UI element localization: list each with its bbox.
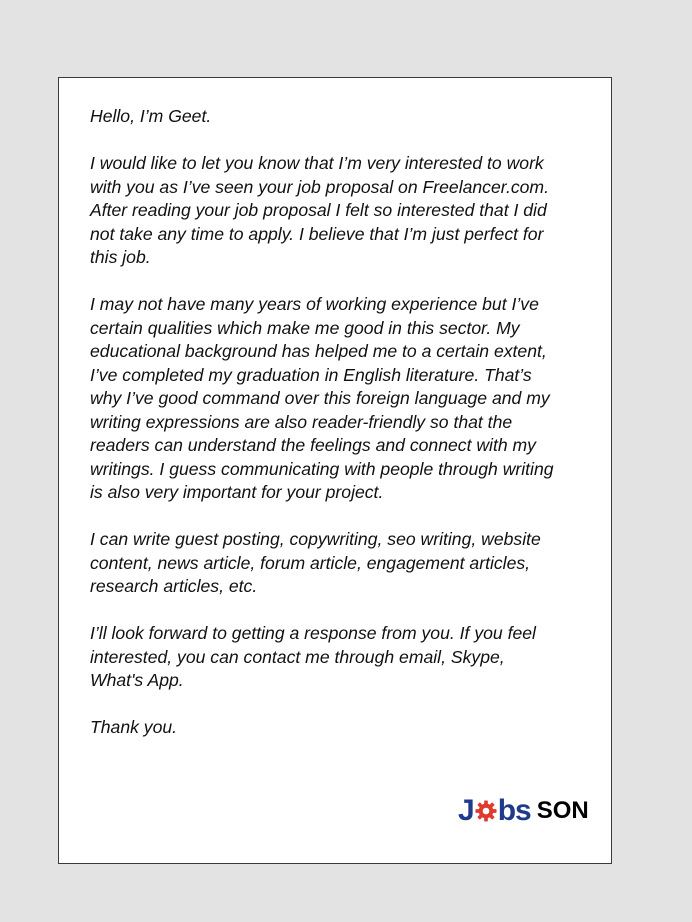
logo-letters-bs: bs [497,794,531,827]
letter-paragraph-interest: I would like to let you know that I’m very interested to work with you as I’ve seen your job proposal on Freelancer.com. After reading your job proposal I felt so interested that I did not take any time to apply. I believe that I’m just perfect for this job. [90,153,549,267]
letter-paragraph-experience: I may not have many years of working experience but I’ve certain qualities which make me good in this sector. My educational background has helped me to a certain extent, I’ve completed my graduation in English literature. That’s why I’ve good command over this foreign language and my writing expressions are also reader-friendly so that the readers can understand the feelings and connect with my writings. I guess communicating with people through writing is also very important for your project. [90,294,554,502]
logo-jobs-wordmark [458,794,531,828]
letter-page [58,77,612,864]
letter-body [90,105,610,763]
gear-icon [475,800,497,822]
logo-letter-j: J [458,794,474,827]
letter-paragraph-contact: I’ll look forward to getting a response from you. If you feel interested, you can contact me through email, Skype, What's App. [90,623,536,690]
letter-greeting: Hello, I’m Geet. [90,106,212,126]
jobsson-logo [458,794,589,828]
letter-paragraph-services: I can write guest posting, copywriting, seo writing, website content, news article, forum article, engagement articles, research articles, etc. [90,529,541,596]
letter-closing: Thank you. [90,717,178,737]
logo-son-wordmark: SON [536,797,589,824]
